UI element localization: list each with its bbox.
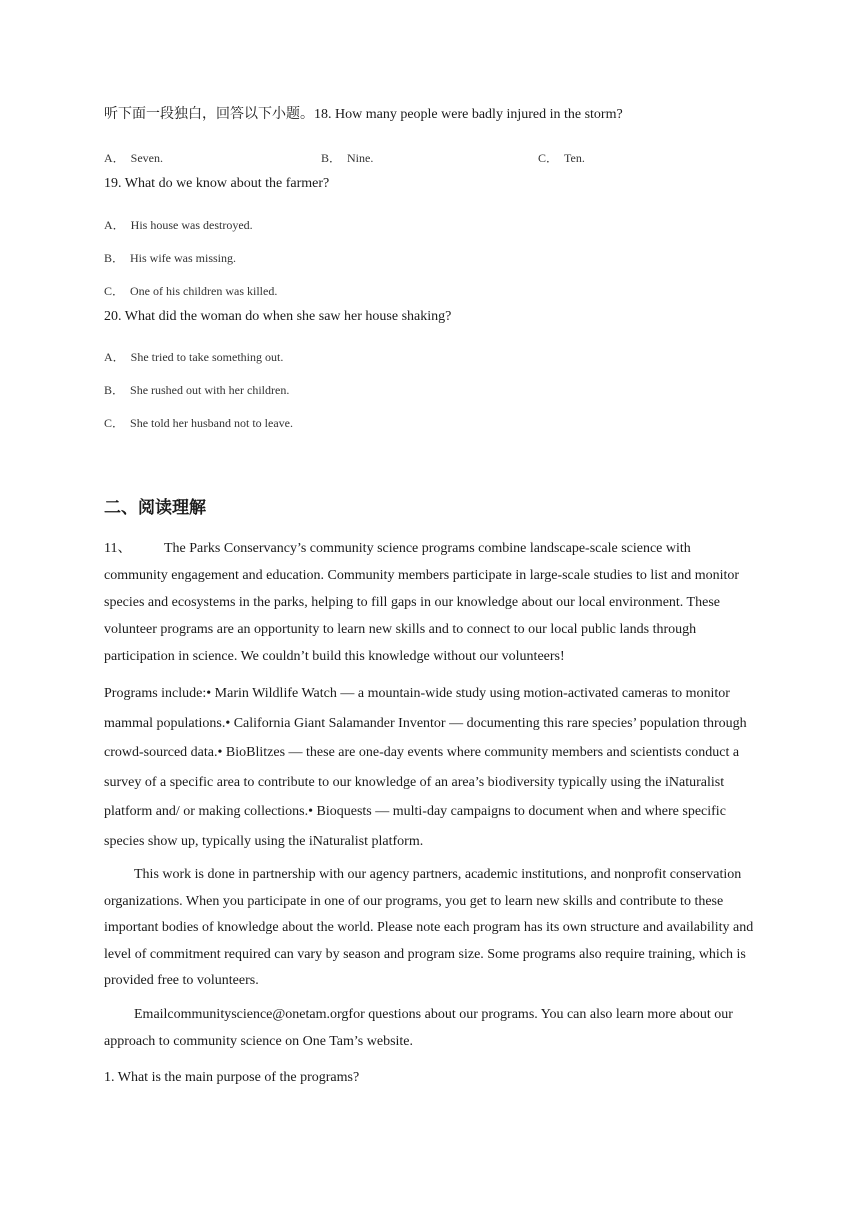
option-text: Nine. [347,151,374,165]
option-letter: C． [104,416,125,430]
question-18-text: 18. How many people were badly injured in the storm? [314,107,623,122]
q18-option-b [321,150,373,166]
section-title: 二、阅读理解 [104,498,206,518]
option-text: His house was destroyed. [130,218,253,232]
option-letter: B． [104,383,125,397]
option-letter: C． [104,284,125,298]
option-letter: C． [538,151,559,165]
q18-option-c [538,150,585,166]
option-letter: A． [104,350,125,364]
option-letter: B． [104,251,125,265]
question-20-text: 20. What did the woman do when she saw her house shaking? [104,309,452,324]
q19-option-a [104,217,253,233]
passage-paragraph-1 [104,535,754,670]
option-text: His wife was missing. [130,251,237,265]
q20-option-a [104,349,283,365]
option-text: Ten. [564,151,585,165]
q19-option-c [104,283,277,299]
option-letter: A． [104,151,125,165]
option-text: Seven. [130,151,163,165]
question-19-text: 19. What do we know about the farmer? [104,176,330,191]
listening-intro: 听下面一段独白，回答以下小题。 [104,107,314,122]
option-text: She tried to take something out. [130,350,284,364]
option-text: She told her husband not to leave. [130,416,293,430]
passage-paragraph-2: Programs include:• Marin Wildlife Watch — a mountain-wide study using motion-activated cameras to monitor mammal populations.• California Giant Salamander Inventor — documenting this rare species’ population through crowd-sourced data.• BioBlitzes — these are one-day events where community members and scientists conduct a survey of a specific area to contribute to our knowledge of an area’s biodiversity typically using the iNaturalist platform and/ or making collections.• Bioquests — multi-day campaigns to document when and where specific species show up, typically using the iNaturalist platform. [104,686,747,849]
q20-option-c [104,415,293,431]
passage-paragraph-4: Emailcommunityscience@onetam.orgfor questions about our programs. You can also learn more about our approach to community science on One Tam’s website. [104,1007,733,1049]
q20-option-b [104,382,289,398]
paragraph-text: The Parks Conservancy’s community science programs combine landscape-scale science with community engagement and education. Community members participate in large-scale studies to list and monitor species and ecosystems in the parks, helping to fill gaps in our knowledge about our local environment. These volunteer programs are an opportunity to learn new skills and to connect to our local public lands through participation in science. We couldn’t build this knowledge without our volunteers! [104,541,740,664]
reading-question-1: 1. What is the main purpose of the programs? [104,1070,360,1085]
option-text: She rushed out with her children. [130,383,290,397]
question-18-line [104,106,623,124]
q19-option-b [104,250,236,266]
option-letter: A． [104,218,125,232]
option-text: One of his children was killed. [130,284,278,298]
passage-paragraph-3: This work is done in partnership with our agency partners, academic institutions, and nonprofit conservation organizations. When you participate in one of our programs, you get to learn new skills and contribute to these important bodies of knowledge about the world. Please note each program has its own structure and availability and level of commitment required can vary by season and program size. Some programs also require training, which is provided free to volunteers. [104,867,754,988]
passage-number: 11、 [104,541,132,556]
option-letter: B． [321,151,342,165]
q18-option-a [104,150,163,166]
